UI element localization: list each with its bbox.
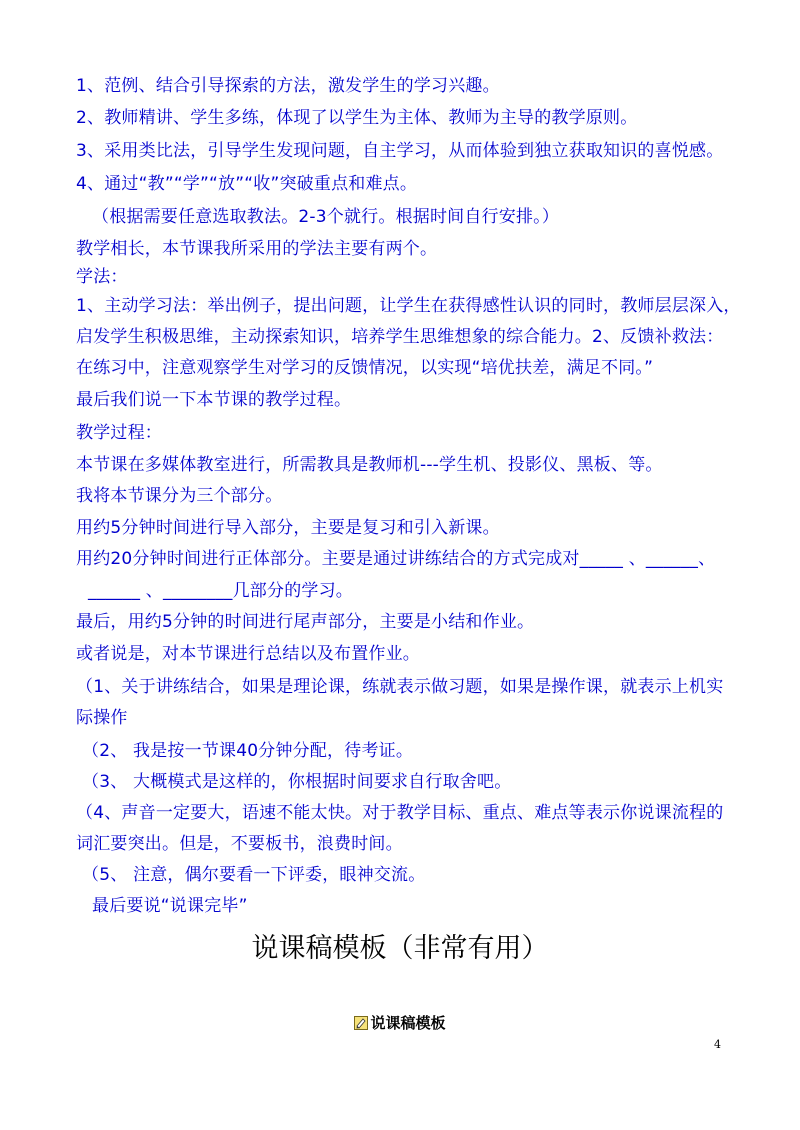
text-line: 最后，用约5分钟的时间进行尾声部分，主要是小结和作业。 bbox=[76, 612, 535, 632]
text-line: 教学相长，本节课我所采用的学法主要有两个。 bbox=[76, 239, 438, 259]
text-line: 用约20分钟时间进行正体部分。主要是通过讲练结合的方式完成对_____ 、______、 bbox=[76, 549, 716, 569]
page-number: 4 bbox=[714, 1038, 721, 1051]
text-line: 际操作 bbox=[76, 708, 128, 728]
text-line: 本节课在多媒体教室进行，所需教具是教师机---学生机、投影仪、黑板、等。 bbox=[76, 455, 663, 475]
text-line: 词汇要突出。但是，不要板书，浪费时间。 bbox=[76, 834, 403, 854]
text-line: 2、教师精讲、学生多练，体现了以学生为主体、教师为主导的教学原则。 bbox=[76, 108, 638, 128]
text-line: 用约5分钟时间进行导入部分，主要是复习和引入新课。 bbox=[76, 518, 500, 538]
text-line: （4、声音一定要大，语速不能太快。对于教学目标、重点、难点等表示你说课流程的 bbox=[76, 803, 724, 823]
text-line: ______ 、________几部分的学习。 bbox=[88, 581, 354, 601]
text-line: （2、 我是按一节课40分钟分配，待考证。 bbox=[82, 741, 414, 761]
text-line: （5、 注意，偶尔要看一下评委，眼神交流。 bbox=[82, 865, 426, 885]
edit-document-icon bbox=[354, 1016, 368, 1030]
text-line: 学法： bbox=[76, 267, 128, 287]
text-line: （根据需要任意选取教法。2-3个就行。根据时间自行安排。） bbox=[92, 207, 560, 227]
subtitle-text: 说课稿模板 bbox=[370, 1014, 446, 1032]
text-line: 1、范例、结合引导探索的方法，激发学生的学习兴趣。 bbox=[76, 76, 500, 96]
text-line: 或者说是，对本节课进行总结以及布置作业。 bbox=[76, 644, 420, 664]
text-line: （1、关于讲练结合，如果是理论课，练就表示做习题，如果是操作课，就表示上机实 bbox=[76, 677, 724, 697]
subtitle-row bbox=[0, 1012, 800, 1033]
text-line: 教学过程： bbox=[76, 423, 162, 443]
text-line: 4、通过“教”“学”“放”“收”突破重点和难点。 bbox=[76, 174, 418, 194]
text-line: 最后我们说一下本节课的教学过程。 bbox=[76, 390, 352, 410]
text-line: 3、采用类比法，引导学生发现问题，自主学习，从而体验到独立获取知识的喜悦感。 bbox=[76, 141, 724, 161]
text-line: 最后要说“说课完毕” bbox=[92, 896, 248, 916]
text-line: （3、 大概模式是这样的，你根据时间要求自行取舍吧。 bbox=[82, 772, 512, 792]
text-line: 启发学生积极思维，主动探索知识，培养学生思维想象的综合能力。2、反馈补救法： bbox=[76, 327, 724, 347]
text-line: 在练习中，注意观察学生对学习的反馈情况，以实现“培优扶差，满足不同。” bbox=[76, 358, 654, 378]
text-line: 1、主动学习法：举出例子，提出问题，让学生在获得感性认识的同时，教师层层深入， bbox=[76, 296, 741, 316]
text-line: 我将本节课分为三个部分。 bbox=[76, 486, 283, 506]
document-title: 说课稿模板（非常有用） bbox=[251, 933, 549, 964]
